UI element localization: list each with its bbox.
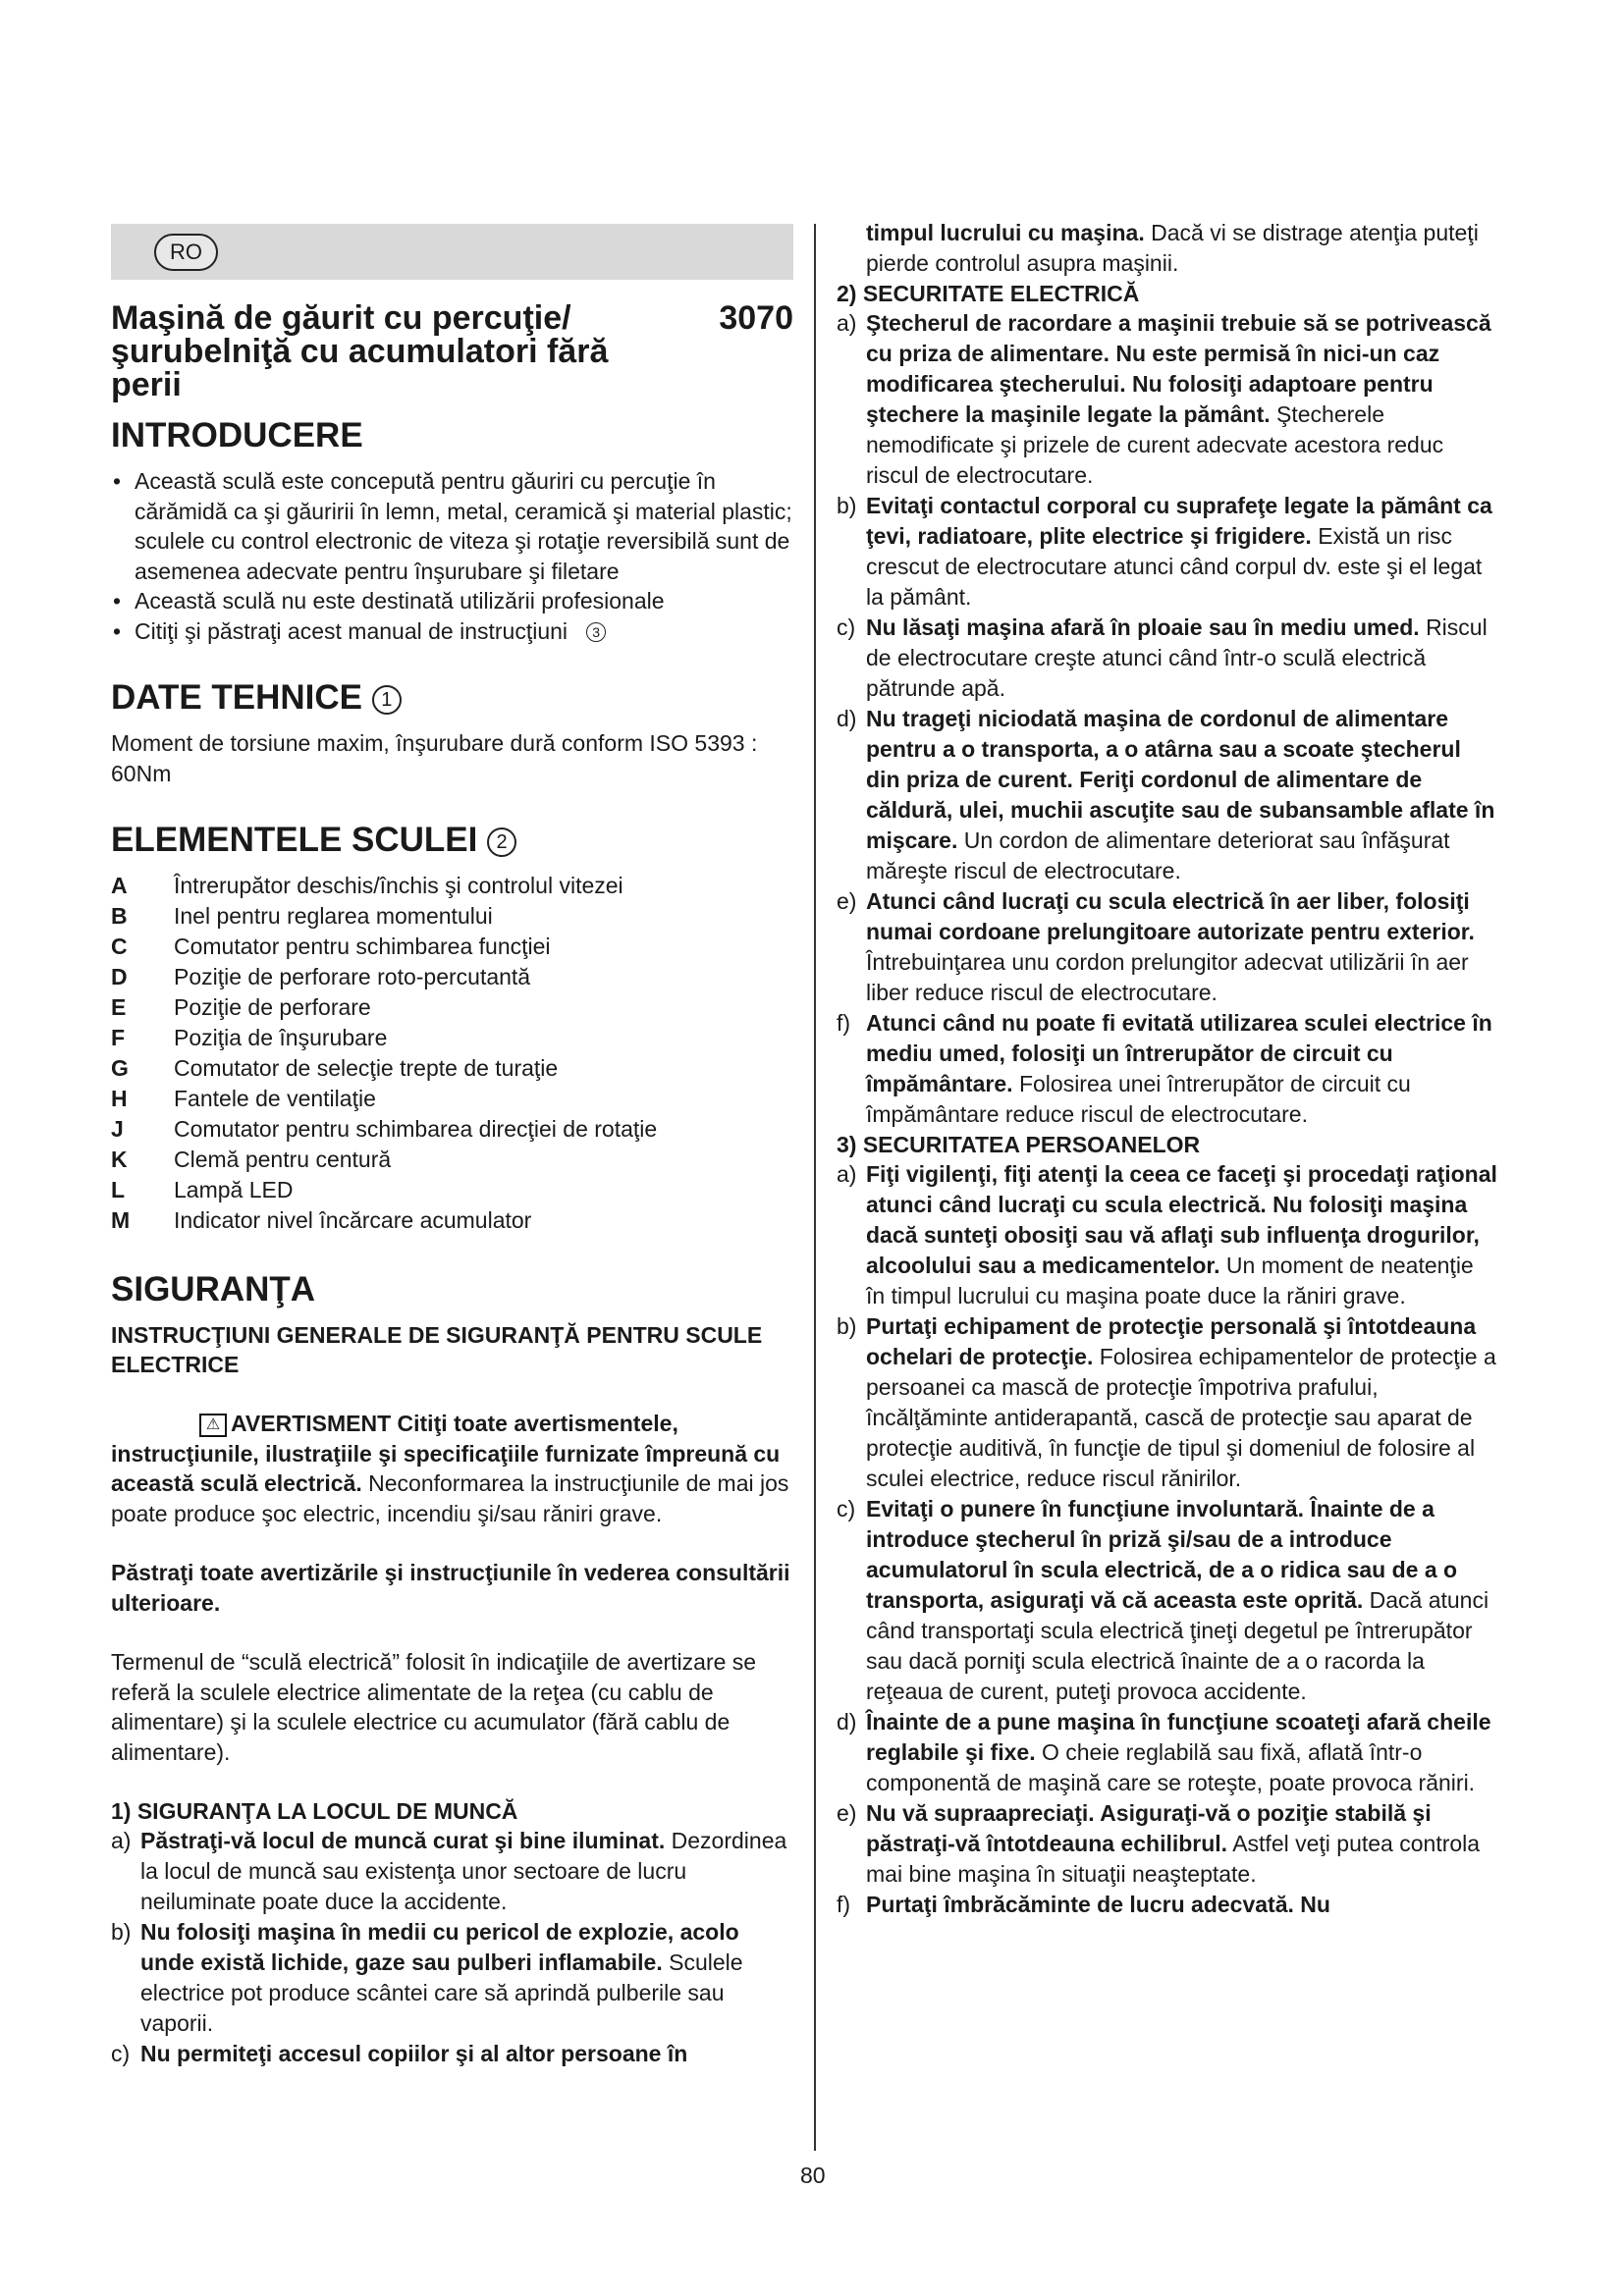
list-item: L Lampă LED [111,1177,294,1202]
list-item: K Clemă pentru centură [111,1147,392,1172]
list-item: f) Purtaţi îmbrăcăminte de lucru adecvată. Nu [837,1892,1330,1917]
section-2-heading: 2) SECURITATE ELECTRICĂ [837,281,1140,306]
list-item: c) Nu lăsaţi maşina afară în ploaie sau în mediu umed. Riscul de electrocutare creşte atunci când într-o sculă electrică pătrunde apă. [837,614,1488,701]
figure-ref-2: 2 [487,828,516,857]
column-divider [814,224,816,2151]
list-item: c) Nu permiteţi accesul copiilor şi al altor persoane în [111,2041,688,2066]
tech-heading: DATE TEHNICE 1 [111,679,793,717]
language-bar [111,224,793,280]
title-block [111,301,793,401]
list-item: c) Evitaţi o punere în funcţiune involuntară. Înainte de a introduce ştecherul în priză şi/sau de a introduce acumulatorul în scula electrică, de a o ridica sau de a o transporta, asiguraţi vă că aceasta este oprită. Dacă atunci când transportaţi scula electrică ţineţi degetul pe întrerupător sau dacă porniţi scula electrică înainte de a o racorda la reţeaua de curent, puteţi provoca accidente. [837,1496,1489,1704]
warning-paragraph: ⚠ AVERTISMENT Citiţi toate avertismentele, instrucţiunile, ilustraţiile şi specificaţiile furnizate împreună cu această sculă electrică. Neconformarea la instrucţiunile de mai jos poate produce şoc electric, incendiu şi/sau răniri grave. [111,1411,789,1526]
list-item: C Comutator pentru schimbarea funcţiei [111,934,551,959]
list-item: F Poziţia de înşurubare [111,1025,388,1050]
list-item: B Inel pentru reglarea momentului [111,903,493,929]
list-item: f) Atunci când nu poate fi evitată utilizarea sculei electrice în mediu umed, folosiţi un întrerupător de circuit cu împământare. Folosirea unei întrerupător de circuit cu împământare reduce riscul de electrocutare. [837,1010,1492,1127]
parts-list [111,871,793,1236]
intro-bullet: • Această sculă este concepută pentru găuriri cu percuţie în cărămidă ca şi găuririi în lemn, metal, ceramică şi material plastic; sculele cu control electronic de viteza şi rotaţie reversibilă sunt de asemenea adecvate pentru înşurubare şi filetare [111,466,793,586]
list-item: timpul lucrului cu maşina. Dacă vi se distrage atenţia puteţi pierde controlul asupra maşinii. [866,220,1479,276]
safety-subheading: INSTRUCŢIUNI GENERALE DE SIGURANŢĂ PENTRU SCULE ELECTRICE [111,1322,763,1377]
language-badge: RO [154,234,218,271]
list-item: b) Purtaţi echipament de protecţie personală şi întotdeauna ochelari de protecţie. Folosirea echipamentelor de protecţie a persoanei ca mască de protecţie împotriva prafului, încălţăminte antiderapantă, cască de protecţie sau aparat de protecţie auditivă, în funcţie de tipul şi domeniul de folosire al sculei electrice, reduce riscul rănirilor. [837,1313,1496,1491]
list-item: e) Atunci când lucraţi cu scula electrică în aer liber, folosiţi numai cordoane prelungitoare autorizate pentru exterior. Întrebuinţarea unu cordon prelungitor adecvat utilizării în aer liber reduce riscul de electrocutare. [837,888,1475,1005]
figure-ref-3: 3 [586,622,606,642]
warning-icon: ⚠ [199,1414,227,1437]
list-item: a) Fiţi vigilenţi, fiţi atenţi la ceea ce faceţi şi procedaţi raţional atunci când lucraţi cu scula electrică. Nu folosiţi maşina dacă sunteţi obosiţi sau vă aflaţi sub influenţa drogurilor, alcoolului sau a medicamentelor. Un moment de neatenţie în timpul lucrului cu maşina poate duce la răniri grave. [837,1161,1497,1308]
intro-bullet: • Această sculă nu este destinată utilizării profesionale [111,586,793,616]
intro-heading: INTRODUCERE [111,416,363,454]
list-item: e) Nu vă supraapreciaţi. Asiguraţi-vă o poziţie stabilă şi păstraţi-vă întotdeauna echilibrul. Astfel veţi putea controla mai bine maşina în situaţii neaşteptate. [837,1800,1481,1887]
list-item: H Fantele de ventilaţie [111,1086,376,1111]
right-column [837,218,1497,1920]
page-title: Maşină de găurit cu percuţie/şurubelniţă cu acumulatori fără perii [111,299,609,403]
keep-instructions: Păstraţi toate avertizările şi instrucţiunile în vederea consultării ulterioare. [111,1560,790,1616]
tech-text: Moment de torsiune maxim, înşurubare dură conform ISO 5393 : 60Nm [111,730,758,786]
list-item: E Poziţie de perforare [111,994,371,1020]
section-3-heading: 3) SECURITATEA PERSOANELOR [837,1132,1201,1157]
parts-heading: ELEMENTELE SCULEI 2 [111,822,793,859]
section-1-heading: 1) SIGURANŢA LA LOCUL DE MUNCĂ [111,1798,518,1824]
model-number: 3070 [719,299,793,337]
list-item: a) Ştecherul de racordare a maşinii trebuie să se potrivească cu priza de alimentare. Nu este permisă în nici-un caz modificarea ştecherului. Nu folosiţi adaptoare pentru ştechere la maşinile legate la pământ. Ştecherele nemodificate şi prizele de curent adecvate acestora reduc riscul de electrocutare. [837,310,1491,488]
term-definition: Termenul de “sculă electrică” folosit în indicaţiile de avertizare se referă la sculele electrice alimentate de la reţea (cu cablu de alimentare) şi la sculele electrice cu acumulator (fără cablu de alimentare). [111,1649,757,1765]
list-item: b) Nu folosiţi maşina în medii cu pericol de explozie, acolo unde există lichide, gaze sau pulberi inflamabile. Sculele electrice pot produce scântei care să aprindă pulberile sau vaporii. [111,1919,743,2036]
list-item: A Întrerupător deschis/închis şi controlul vitezei [111,873,623,898]
list-item: a) Păstraţi-vă locul de muncă curat şi bine iluminat. Dezordinea la locul de muncă sau existenţa unor sectoare de lucru neiluminate poate duce la accidente. [111,1828,787,1914]
figure-ref-1: 1 [372,685,402,715]
list-item: d) Nu trageţi niciodată maşina de cordonul de alimentare pentru a o transporta, a o atârna sau a scoate ştecherul din priza de curent. Feriţi cordonul de alimentare de căldură, ulei, muchii ascuţite sau de subansamble aflate în mişcare. Un cordon de alimentare deteriorat sau înfăşurat măreşte riscul de electrocutare. [837,706,1495,883]
page-number: 80 [800,2163,826,2188]
list-item: D Poziţie de perforare roto-percutantă [111,964,531,989]
list-item: J Comutator pentru schimbarea direcţiei de rotaţie [111,1116,658,1142]
left-column [111,224,793,2069]
intro-bullet: • Citiţi şi păstraţi acest manual de instrucţiuni 3 [111,616,793,647]
safety-heading: SIGURANŢA [111,1270,316,1308]
intro-list [111,466,793,646]
list-item: b) Evitaţi contactul corporal cu suprafeţe legate la pământ ca ţevi, radiatoare, plite electrice şi frigidere. Există un risc crescut de electrocutare atunci când corpul dv. este şi el legat la pământ. [837,493,1492,610]
list-item: d) Înainte de a pune maşina în funcţiune scoateţi afară cheile reglabile şi fixe. O cheie reglabilă sau fixă, aflată într-o componentă de maşină care se roteşte, poate provoca răniri. [837,1709,1491,1795]
list-item: M Indicator nivel încărcare acumulator [111,1207,532,1233]
list-item: G Comutator de selecţie trepte de turaţie [111,1055,559,1081]
